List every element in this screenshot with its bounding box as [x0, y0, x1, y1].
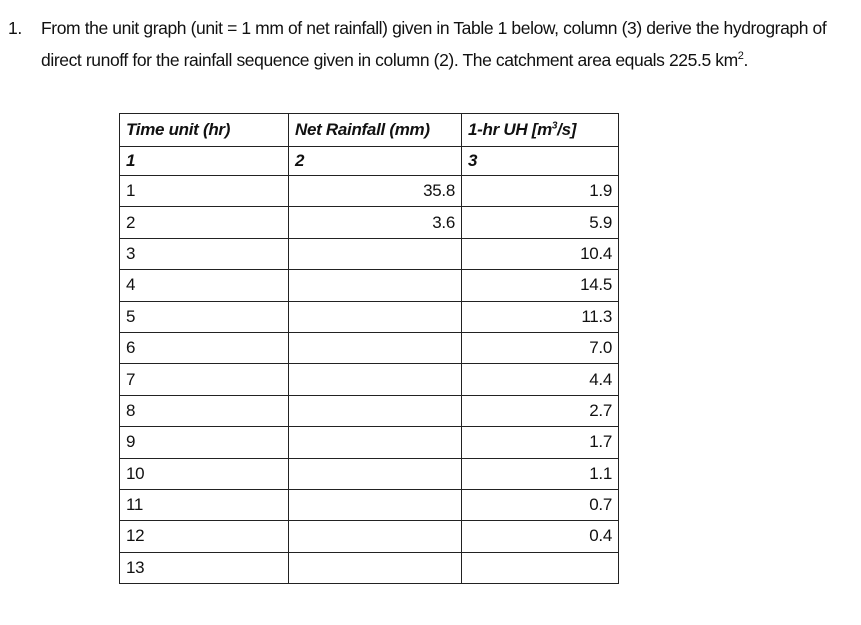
question-text — [41, 12, 838, 76]
column-number-row — [120, 147, 619, 176]
header-uh-superscript: 3 — [551, 120, 558, 132]
unit-hydrograph-cell: 5.9 — [462, 207, 619, 238]
time-unit-cell: 11 — [120, 489, 289, 520]
unit-hydrograph-cell: 1.9 — [462, 176, 619, 207]
header-net-rainfall: Net Rainfall (mm) — [289, 114, 462, 147]
table-row — [120, 521, 619, 552]
unit-hydrograph-cell: 1.1 — [462, 458, 619, 489]
table-header-row — [120, 114, 619, 147]
time-unit-cell: 9 — [120, 427, 289, 458]
table-row — [120, 552, 619, 583]
header-time-unit: Time unit (hr) — [120, 114, 289, 147]
table-row — [120, 395, 619, 426]
column-number-2: 2 — [289, 147, 462, 176]
net-rainfall-cell: 35.8 — [289, 176, 462, 207]
unit-hydrograph-cell: 14.5 — [462, 270, 619, 301]
time-unit-cell: 2 — [120, 207, 289, 238]
unit-hydrograph-cell: 11.3 — [462, 301, 619, 332]
table-row — [120, 270, 619, 301]
area-unit-superscript: 2 — [737, 50, 744, 63]
time-unit-cell: 10 — [120, 458, 289, 489]
net-rainfall-cell — [289, 364, 462, 395]
time-unit-cell: 7 — [120, 364, 289, 395]
table-row — [120, 427, 619, 458]
unit-hydrograph-cell — [462, 552, 619, 583]
time-unit-cell: 3 — [120, 238, 289, 269]
net-rainfall-cell — [289, 301, 462, 332]
unit-hydrograph-table — [119, 113, 619, 584]
net-rainfall-cell: 3.6 — [289, 207, 462, 238]
question-text-main: From the unit graph (unit = 1 mm of net rainfall) given in Table 1 below, column (3) derive the hydrograph of direct runoff for the rainfall sequence given in column (2). The catchment area equals 225.5 km — [41, 18, 827, 70]
time-unit-cell: 4 — [120, 270, 289, 301]
table-row — [120, 301, 619, 332]
net-rainfall-cell — [289, 552, 462, 583]
time-unit-cell: 6 — [120, 332, 289, 363]
header-uh-text-end: /s] — [557, 120, 577, 139]
header-uh-text: 1-hr UH [m — [468, 120, 552, 139]
table-row — [120, 207, 619, 238]
table-row — [120, 238, 619, 269]
unit-hydrograph-cell: 2.7 — [462, 395, 619, 426]
time-unit-cell: 12 — [120, 521, 289, 552]
question-block — [8, 12, 838, 76]
net-rainfall-cell — [289, 521, 462, 552]
net-rainfall-cell — [289, 458, 462, 489]
unit-hydrograph-cell: 0.7 — [462, 489, 619, 520]
header-unit-hydrograph — [462, 114, 619, 147]
net-rainfall-cell — [289, 238, 462, 269]
time-unit-cell: 1 — [120, 176, 289, 207]
table-row — [120, 176, 619, 207]
table-row — [120, 364, 619, 395]
unit-hydrograph-cell: 7.0 — [462, 332, 619, 363]
unit-hydrograph-cell: 1.7 — [462, 427, 619, 458]
table-row — [120, 458, 619, 489]
net-rainfall-cell — [289, 395, 462, 426]
time-unit-cell: 13 — [120, 552, 289, 583]
time-unit-cell: 8 — [120, 395, 289, 426]
net-rainfall-cell — [289, 489, 462, 520]
unit-hydrograph-cell: 0.4 — [462, 521, 619, 552]
net-rainfall-cell — [289, 332, 462, 363]
column-number-1: 1 — [120, 147, 289, 176]
table-row — [120, 489, 619, 520]
question-text-end: . — [743, 50, 748, 70]
time-unit-cell: 5 — [120, 301, 289, 332]
table-row — [120, 332, 619, 363]
column-number-3: 3 — [462, 147, 619, 176]
net-rainfall-cell — [289, 270, 462, 301]
net-rainfall-cell — [289, 427, 462, 458]
unit-hydrograph-cell: 4.4 — [462, 364, 619, 395]
unit-hydrograph-cell: 10.4 — [462, 238, 619, 269]
question-number: 1. — [8, 18, 22, 38]
table-body — [120, 147, 619, 584]
